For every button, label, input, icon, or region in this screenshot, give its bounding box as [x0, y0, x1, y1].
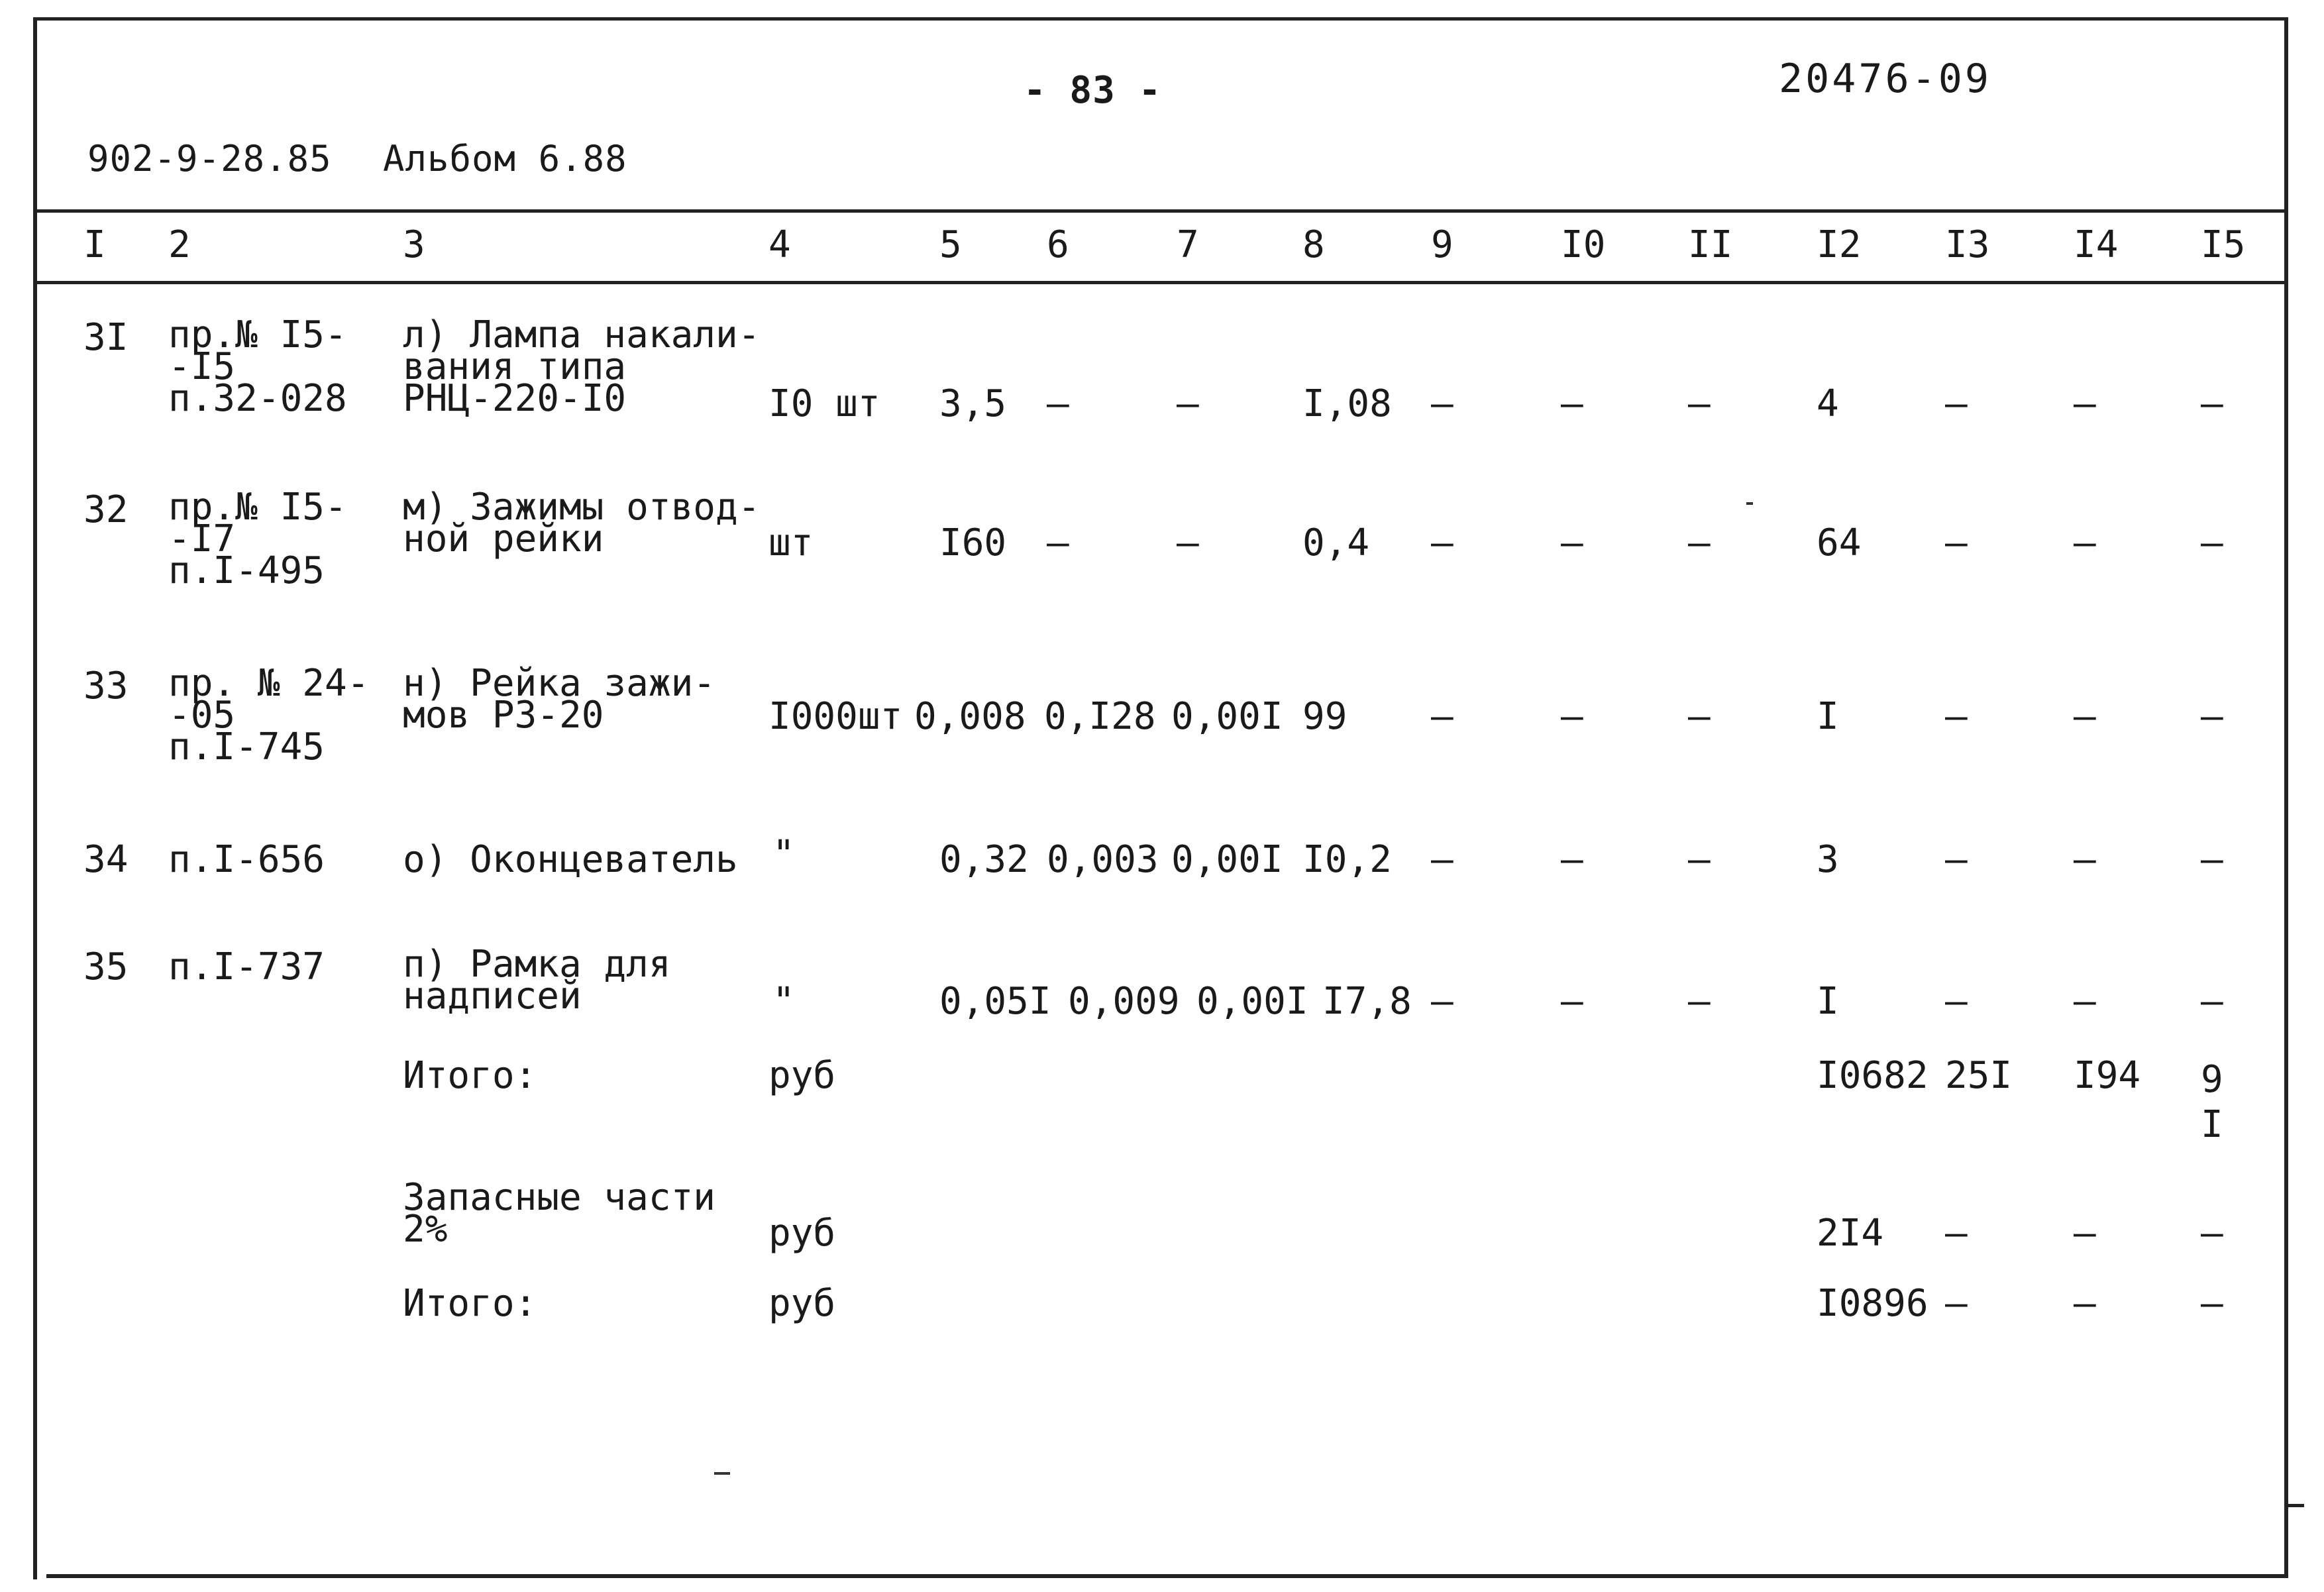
row-col-5: I60	[939, 521, 1007, 564]
row-col-9: –	[1431, 382, 1453, 425]
row-col-13: –	[1945, 695, 1968, 738]
row-col-13: –	[1945, 382, 1968, 425]
grand-total-col-13: –	[1945, 1282, 1968, 1325]
row-col-7: –	[1177, 521, 1199, 564]
row-col-7: 0,00I	[1171, 695, 1283, 738]
col-header-14: I4	[2074, 223, 2119, 266]
row-col-14: –	[2074, 980, 2096, 1023]
row-col-6: 0,I28	[1044, 695, 1156, 738]
row-col-14: –	[2074, 695, 2096, 738]
row-unit: I0 шт	[768, 382, 880, 425]
spare-parts-label: Запасные части 2%	[403, 1176, 716, 1251]
frame-tick	[2288, 1504, 2304, 1507]
row-col-8: 0,4	[1302, 521, 1370, 564]
page-frame-left	[33, 17, 37, 1579]
total-col-12: I0682	[1817, 1054, 1928, 1097]
page-number: - 83 -	[1024, 69, 1162, 112]
grand-total-col-12: I0896	[1817, 1282, 1928, 1325]
row-col-6: –	[1047, 382, 1069, 425]
row-col-6: 0,003	[1047, 838, 1159, 881]
col-header-6: 6	[1047, 223, 1069, 266]
row-col-10: –	[1561, 695, 1583, 738]
row-col-5: 0,05I	[939, 980, 1051, 1023]
row-item-name: п) Рамка для надписей	[403, 943, 671, 1018]
row-item-name: л) Лампа накали- вания типа РНЦ-220-I0	[403, 313, 761, 420]
total-col-15: 9 I	[2201, 1058, 2223, 1146]
row-col-11: –	[1688, 695, 1711, 738]
row-col-12: 64	[1817, 521, 1862, 564]
row-col-8: I,08	[1302, 382, 1392, 425]
spare-parts-col-15: –	[2201, 1212, 2223, 1255]
row-reference: пр. № 24- -05 п.I-745	[168, 662, 370, 769]
row-col-13: –	[1945, 521, 1968, 564]
row-col-10: –	[1561, 521, 1583, 564]
spare-parts-col-14: –	[2074, 1212, 2096, 1255]
col-header-7: 7	[1177, 223, 1199, 266]
row-number: 32	[83, 488, 129, 531]
row-col-7: 0,00I	[1171, 838, 1283, 881]
row-col-12: 4	[1817, 382, 1839, 425]
row-col-8: I7,8	[1322, 980, 1412, 1023]
col-header-3: 3	[403, 223, 425, 266]
row-col-12: 3	[1817, 838, 1839, 881]
row-item-name: о) Оконцеватель	[403, 838, 738, 881]
row-col-9: –	[1431, 980, 1453, 1023]
row-col-9: –	[1431, 521, 1453, 564]
row-item-name: м) Зажимы отвод- ной рейки	[403, 486, 761, 560]
total-col-14: I94	[2074, 1054, 2141, 1097]
row-col-14: –	[2074, 838, 2096, 881]
row-col-13: –	[1945, 980, 1968, 1023]
grand-total-label: Итого:	[403, 1282, 537, 1325]
row-reference: п.I-656	[168, 838, 325, 881]
row-col-11: –	[1688, 521, 1711, 564]
col-header-12: I2	[1817, 223, 1862, 266]
document-id: 20476-09	[1779, 56, 1991, 102]
col-header-11: II	[1688, 223, 1733, 266]
row-reference: пр.№ I5- -I5 п.32-028	[168, 313, 347, 420]
spare-parts-col-13: –	[1945, 1212, 1968, 1255]
row-col-5: 3,5	[939, 382, 1007, 425]
page-frame-bottom	[46, 1574, 2288, 1578]
row-col-12: I	[1817, 695, 1839, 738]
col-header-9: 9	[1431, 223, 1453, 266]
row-col-15: –	[2201, 980, 2223, 1023]
col-header-8: 8	[1302, 223, 1325, 266]
project-code: 902-9-28.85	[87, 138, 332, 180]
total-label: Итого:	[403, 1054, 537, 1097]
col-header-4: 4	[768, 223, 791, 266]
grand-total-col-14: –	[2074, 1282, 2096, 1325]
row-col-11: –	[1688, 980, 1711, 1023]
col-header-10: I0	[1561, 223, 1606, 266]
row-col-10: –	[1561, 980, 1583, 1023]
col-header-13: I3	[1945, 223, 1990, 266]
col-header-15: I5	[2201, 223, 2246, 266]
row-number: 33	[83, 664, 129, 708]
total-col-13: 25I	[1945, 1054, 2013, 1097]
row-col-7: –	[1177, 382, 1199, 425]
page-frame-top	[33, 17, 2286, 21]
row-col-9: –	[1431, 838, 1453, 881]
row-unit: "	[772, 980, 795, 1023]
row-col-13: –	[1945, 838, 1968, 881]
row-col-8: 99	[1302, 695, 1347, 738]
scan-artifact-mark	[714, 1472, 730, 1475]
row-col-15: –	[2201, 382, 2223, 425]
row-col-7: 0,00I	[1196, 980, 1308, 1023]
row-col-10: –	[1561, 838, 1583, 881]
row-number: 34	[83, 838, 129, 881]
row-col-10: –	[1561, 382, 1583, 425]
grand-total-col-15: –	[2201, 1282, 2223, 1325]
row-col-15: –	[2201, 695, 2223, 738]
spare-parts-col-12: 2I4	[1817, 1212, 1884, 1255]
row-col-15: –	[2201, 838, 2223, 881]
row-col-15: –	[2201, 521, 2223, 564]
table-header-top-rule	[37, 209, 2284, 213]
table-header-bottom-rule	[37, 281, 2284, 284]
row-unit: I000шт	[768, 695, 903, 738]
col-header-1: I	[83, 223, 106, 266]
row-reference: пр.№ I5- -I7 п.I-495	[168, 486, 347, 592]
total-unit: руб	[768, 1054, 836, 1097]
row-reference: п.I-737	[168, 945, 325, 988]
row-number: 35	[83, 945, 129, 988]
row-unit: шт	[768, 521, 814, 564]
col-header-2: 2	[168, 223, 191, 266]
row-col-14: –	[2074, 382, 2096, 425]
row-col-5: 0,008	[914, 695, 1026, 738]
row-col-14: –	[2074, 521, 2096, 564]
row-col-6: –	[1047, 521, 1069, 564]
row-col-5: 0,32	[939, 838, 1029, 881]
row-col-6: 0,009	[1068, 980, 1180, 1023]
scan-artifact-mark	[1746, 502, 1753, 505]
col-header-5: 5	[939, 223, 962, 266]
grand-total-unit: руб	[768, 1282, 836, 1325]
row-item-name: н) Рейка зажи- мов РЗ-20	[403, 662, 716, 737]
row-col-9: –	[1431, 695, 1453, 738]
spare-parts-unit: руб	[768, 1212, 836, 1255]
row-col-8: I0,2	[1302, 838, 1392, 881]
page-frame-right	[2284, 17, 2288, 1575]
album-label: Альбом 6.88	[383, 138, 627, 180]
row-col-11: –	[1688, 382, 1711, 425]
row-unit: "	[772, 833, 795, 876]
row-number: 3I	[83, 316, 129, 359]
row-col-11: –	[1688, 838, 1711, 881]
row-col-12: I	[1817, 980, 1839, 1023]
